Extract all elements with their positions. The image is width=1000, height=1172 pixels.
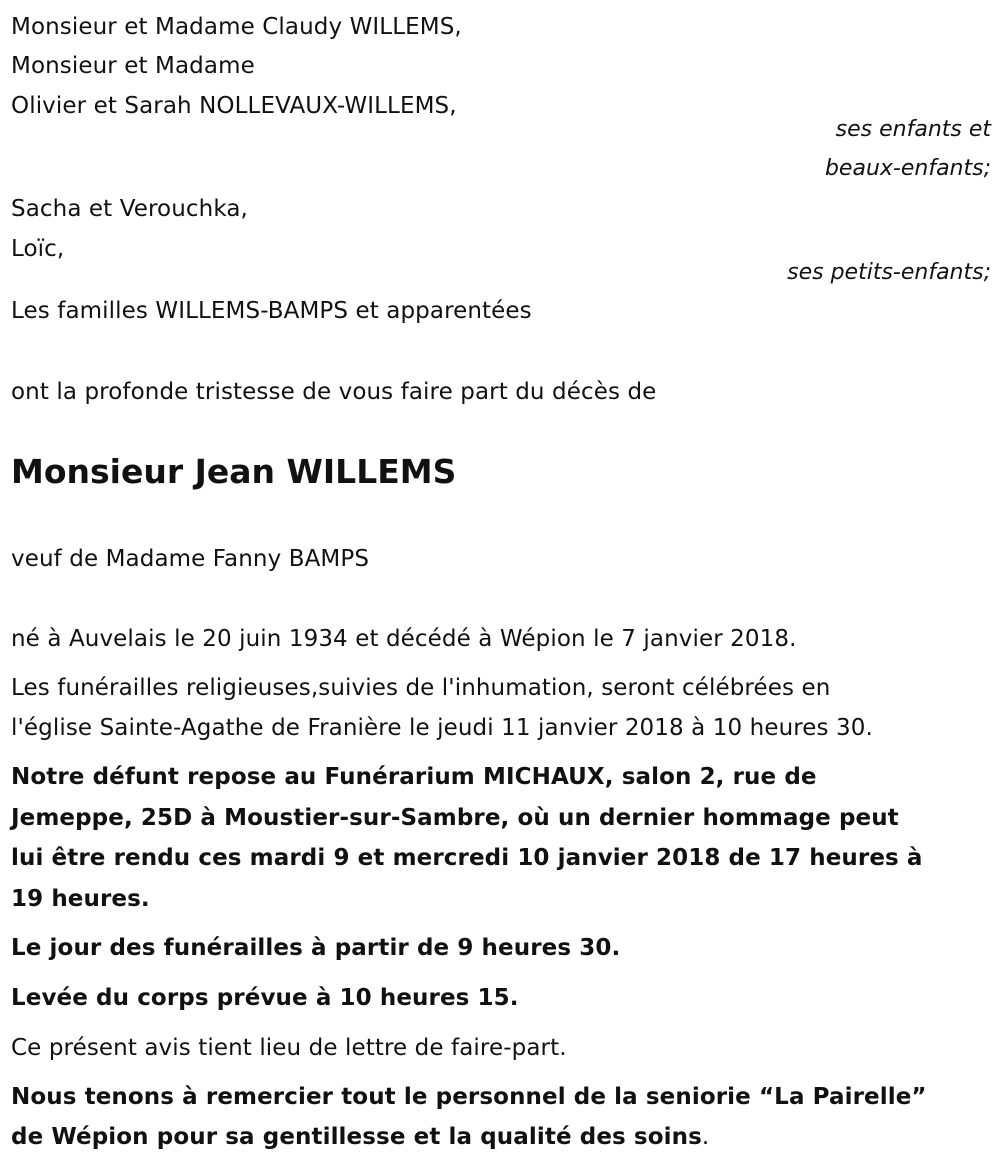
visitation-line-4: 19 heures. xyxy=(11,886,150,912)
thanks-line-2-bold: de Wépion pour sa gentillesse et la qualité des soins xyxy=(11,1124,702,1150)
visitation-line-1: Notre défunt repose au Funérarium MICHAUX, salon 2, rue de xyxy=(11,764,817,790)
birth-death-dates: né à Auvelais le 20 juin 1934 et décédé à Wépion le 7 janvier 2018. xyxy=(11,626,797,652)
funeral-line-2: l'église Sainte-Agathe de Franière le jeudi 11 janvier 2018 à 10 heures 30. xyxy=(11,715,873,741)
thanks-line-2-end: . xyxy=(701,1124,710,1150)
grandchildren-role: ses petits-enfants; xyxy=(787,260,991,285)
family-line-2: Monsieur et Madame xyxy=(11,53,255,79)
spouse-line: veuf de Madame Fanny BAMPS xyxy=(11,546,370,572)
thanks-line-1: Nous tenons à remercier tout le personnel de la seniorie “La Pairelle” xyxy=(11,1084,927,1110)
notice-line: Ce présent avis tient lieu de lettre de faire-part. xyxy=(11,1035,567,1061)
levee-line: Levée du corps prévue à 10 heures 15. xyxy=(11,985,519,1011)
grandchildren-line-1: Sacha et Verouchka, xyxy=(11,196,248,222)
thanks-line-2 xyxy=(11,1122,709,1152)
family-line-3: Olivier et Sarah NOLLEVAUX-WILLEMS, xyxy=(11,93,457,119)
children-role-line-1: ses enfants et xyxy=(835,117,991,142)
funeral-line-1: Les funérailles religieuses,suivies de l'inhumation, seront célébrées en xyxy=(11,675,831,701)
funeral-day-line: Le jour des funérailles à partir de 9 heures 30. xyxy=(11,935,621,961)
family-line-1: Monsieur et Madame Claudy WILLEMS, xyxy=(11,14,462,40)
other-families: Les familles WILLEMS-BAMPS et apparentées xyxy=(11,298,532,324)
grandchildren-line-2: Loïc, xyxy=(11,236,65,262)
children-role-line-2: beaux-enfants; xyxy=(824,156,991,181)
deceased-name: Monsieur Jean WILLEMS xyxy=(11,452,457,491)
announcement-text: ont la profonde tristesse de vous faire part du décès de xyxy=(11,379,657,405)
visitation-line-2: Jemeppe, 25D à Moustier-sur-Sambre, où un dernier hommage peut xyxy=(11,805,899,831)
visitation-line-3: lui être rendu ces mardi 9 et mercredi 10 janvier 2018 de 17 heures à xyxy=(11,845,923,871)
